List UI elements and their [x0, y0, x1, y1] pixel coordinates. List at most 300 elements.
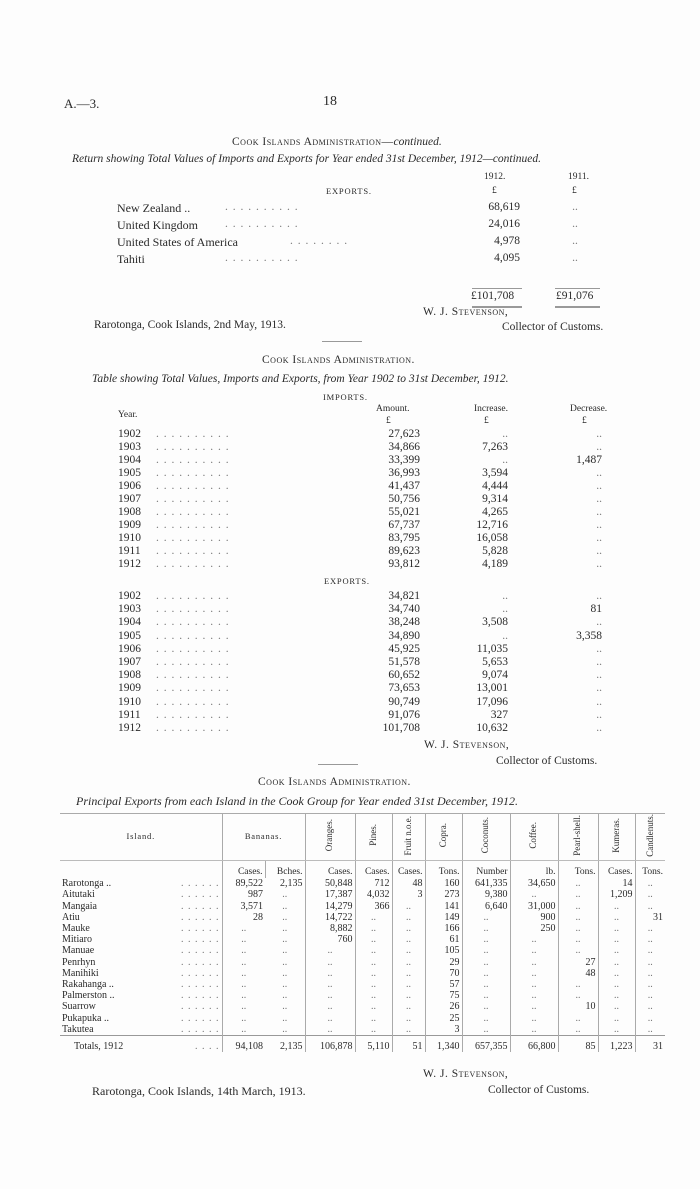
year-cell: 1905	[118, 467, 141, 479]
island-cell	[60, 889, 222, 900]
island-cell	[60, 1024, 222, 1036]
value-cell: ..	[355, 923, 392, 934]
total-1912: £101,708	[471, 290, 515, 302]
decrease-cell: 1,487	[576, 454, 602, 466]
totals-row	[60, 1036, 665, 1053]
value-cell: ..	[635, 889, 665, 900]
header-island-text: Island.	[126, 831, 155, 842]
year-cell: 1909	[118, 519, 141, 531]
value-cell: ..	[510, 1001, 558, 1012]
value-cell: ..	[462, 923, 510, 934]
value-cell: 105	[425, 945, 462, 956]
decrease-cell: ..	[596, 682, 602, 695]
leader-dots: . . . . . . . . . .	[156, 642, 230, 655]
value-cell: ..	[222, 923, 265, 934]
value-cell: ..	[282, 967, 288, 979]
col-increase: Increase.	[474, 404, 509, 414]
table-row	[60, 945, 665, 956]
value-cell: 4,032	[355, 889, 392, 900]
value-cell: 3,571	[222, 901, 265, 912]
value-cell: ..	[282, 978, 288, 990]
year-cell: 1910	[118, 695, 141, 708]
vertical-header-text: Fruit n.o.e.	[402, 815, 413, 856]
value-cell: ..	[558, 878, 598, 889]
value-cell: ..	[598, 990, 635, 1001]
table-row	[60, 1013, 665, 1024]
value-cell: ..	[355, 979, 392, 990]
value-cell: 31,000	[510, 901, 558, 912]
value-cell: 712	[355, 878, 392, 889]
units-row	[60, 860, 665, 878]
table-row	[60, 957, 665, 968]
leader-dots: . . . . . .	[181, 934, 220, 946]
value-cell: ..	[222, 968, 265, 979]
amount-cell: 27,623	[388, 428, 420, 440]
increase-cell: 4,444	[482, 480, 508, 492]
currency-1912: £	[492, 186, 497, 196]
value-cell: ..	[392, 1001, 425, 1012]
unit-cell: Cases.	[222, 860, 265, 878]
value-cell: ..	[392, 979, 425, 990]
value-cell: ..	[392, 1013, 425, 1024]
value-cell: ..	[282, 945, 288, 957]
value-cell: ..	[282, 1012, 288, 1024]
header-copra	[425, 814, 462, 861]
value-cell: ..	[392, 934, 425, 945]
unit-cell: Cases.	[355, 860, 392, 878]
totals-label: Totals, 1912	[74, 1041, 124, 1052]
value-cell: ..	[305, 1013, 355, 1024]
amount-cell: 55,021	[388, 506, 420, 518]
col-year: Year.	[118, 410, 138, 420]
value-1911: ..	[572, 235, 578, 247]
increase-cell: 9,074	[482, 669, 508, 682]
value-cell: ..	[635, 945, 665, 956]
decrease-cell: ..	[596, 708, 602, 721]
value-cell: ..	[392, 901, 425, 912]
value-cell: ..	[598, 979, 635, 990]
header-fruit-n-o-e	[392, 814, 425, 861]
value-cell: 75	[425, 990, 462, 1001]
leader-dots: . . . . . . . . . .	[156, 506, 230, 518]
country-name: Tahiti	[117, 252, 145, 266]
amount-cell: 34,890	[388, 629, 420, 642]
value-cell: 61	[425, 934, 462, 945]
amount-cell: 67,737	[388, 519, 420, 531]
decrease-cell: ..	[596, 642, 602, 655]
leader-dots: . . . . . . . . . .	[156, 722, 230, 734]
value-cell: ..	[558, 912, 598, 923]
value-cell: ..	[282, 900, 288, 912]
value-cell: ..	[305, 945, 355, 956]
value-cell: ..	[222, 1013, 265, 1024]
table-row	[60, 1001, 665, 1012]
increase-cell: 4,265	[482, 506, 508, 518]
amount-cell: 90,749	[388, 695, 420, 708]
value-cell: ..	[558, 901, 598, 912]
year-cell: 1902	[118, 428, 141, 440]
exports-label: EXPORTS.	[326, 186, 372, 196]
island-name: Mauke	[62, 922, 90, 934]
leader-dots: . . . . . . . . . .	[156, 558, 230, 570]
value-cell: 29	[425, 957, 462, 968]
value-cell: ..	[392, 1024, 425, 1036]
value-cell: ..	[635, 878, 665, 889]
amount-cell: 93,812	[388, 558, 420, 570]
leader-dots: . . . . . . . . . .	[156, 480, 230, 492]
value-cell: 273	[425, 889, 462, 900]
increase-cell: 9,314	[482, 493, 508, 505]
decrease-cell: ..	[596, 480, 602, 492]
vertical-header-text: Copra.	[437, 823, 448, 848]
value-cell: 14,279	[305, 901, 355, 912]
section3-subtitle: Principal Exports from each Island in the Cook Group for Year ended 31st December, 1912.	[76, 794, 518, 808]
document-reference: A.—3.	[64, 96, 100, 111]
value-cell: ..	[355, 934, 392, 945]
value-cell: ..	[305, 968, 355, 979]
value-cell: ..	[305, 979, 355, 990]
island-name: Mangaia	[62, 900, 97, 912]
value-cell: ..	[510, 1013, 558, 1024]
leader-dots: . . . . . . . . . .	[156, 441, 230, 453]
value-cell: ..	[462, 957, 510, 968]
year-cell: 1904	[118, 454, 141, 466]
value-cell: ..	[392, 912, 425, 923]
leader-dots: . . . . . . . . . .	[156, 629, 230, 642]
value-cell: ..	[392, 923, 425, 934]
place-date-3: Rarotonga, Cook Islands, 14th March, 1913.	[92, 1084, 306, 1098]
value-cell: 2,135	[280, 878, 303, 890]
value-cell: ..	[598, 912, 635, 923]
leader-dots: . . . . . .	[181, 967, 220, 979]
header-kumeras	[598, 814, 635, 861]
decrease-cell: ..	[596, 656, 602, 668]
value-cell: ..	[510, 945, 558, 956]
leader-dots: . . . . . . . . . .	[225, 218, 299, 230]
value-cell: ..	[355, 957, 392, 968]
island-cell	[60, 923, 222, 934]
place-date: Rarotonga, Cook Islands, 2nd May, 1913.	[94, 319, 286, 331]
value-cell: 34,650	[510, 878, 558, 889]
value-cell: ..	[510, 968, 558, 979]
unit-cell: Bches.	[265, 860, 305, 878]
value-cell: ..	[510, 979, 558, 990]
amount-cell: 36,993	[388, 467, 420, 479]
unit-cell: Number	[462, 860, 510, 878]
year-cell: 1905	[118, 629, 141, 642]
value-1911: ..	[572, 201, 578, 213]
amount-cell: 50,756	[388, 493, 420, 505]
value-cell: 25	[425, 1013, 462, 1024]
increase-cell: 12,716	[476, 519, 508, 531]
value-cell: ..	[558, 934, 598, 945]
decrease-cell: ..	[596, 428, 602, 440]
value-cell: ..	[282, 889, 288, 901]
decrease-cell: ..	[596, 506, 602, 518]
island-cell	[60, 934, 222, 945]
amount-cell: 41,437	[388, 480, 420, 492]
value-cell: ..	[222, 934, 265, 945]
island-name: Aitutaki	[62, 889, 95, 901]
unit-cell: lb.	[510, 860, 558, 878]
value-cell: ..	[355, 990, 392, 1001]
leader-dots: . . . . . . . . . .	[156, 656, 230, 668]
leader-dots: . . . . . . . .	[290, 235, 349, 247]
amount-cell: 34,821	[388, 590, 420, 602]
value-1911: ..	[572, 218, 578, 230]
amount-cell: 33,399	[388, 454, 420, 466]
island-cell	[60, 968, 222, 979]
page-number: 18	[323, 94, 337, 109]
leader-dots: . . . . . . . . . .	[156, 467, 230, 479]
increase-cell: ..	[502, 629, 508, 642]
island-name: Rarotonga ..	[62, 878, 112, 890]
header-bananas	[222, 814, 305, 861]
island-cell	[60, 979, 222, 990]
value-cell: 1,209	[598, 889, 635, 900]
leader-dots: . . . . . .	[181, 1012, 220, 1024]
island-cell	[60, 1001, 222, 1012]
value-cell: ..	[635, 1013, 665, 1024]
value-cell: ..	[305, 1001, 355, 1012]
leader-dots: . . . . . . . . . .	[225, 201, 299, 213]
vertical-header-text: Coffee.	[528, 822, 539, 849]
leader-dots: . . . . . . . . . .	[156, 708, 230, 721]
value-cell: ..	[222, 945, 265, 956]
value-cell: ..	[222, 1024, 265, 1036]
year-cell: 1906	[118, 480, 141, 492]
leader-dots: . . . . . .	[181, 900, 220, 912]
total-1911: £91,076	[556, 290, 594, 302]
value-cell: ..	[635, 923, 665, 934]
value-cell: 14,722	[305, 912, 355, 923]
value-cell: ..	[598, 1024, 635, 1036]
leader-dots: . . . . . .	[181, 889, 220, 901]
increase-cell: 5,828	[482, 545, 508, 557]
amount-cell: 51,578	[388, 656, 420, 668]
value-cell: ..	[510, 990, 558, 1001]
year-cell: 1909	[118, 682, 141, 695]
col-1911: 1911.	[568, 172, 590, 182]
value-cell: ..	[282, 1023, 288, 1035]
section2-subtitle: Table showing Total Values, Imports and Exports, from Year 1902 to 31st December, 1912.	[92, 373, 509, 385]
decrease-cell: ..	[596, 441, 602, 453]
island-cell	[60, 945, 222, 956]
decrease-cell: ..	[596, 558, 602, 570]
decrease-cell: ..	[596, 493, 602, 505]
value-cell: ..	[635, 1001, 665, 1012]
value-cell: ..	[462, 990, 510, 1001]
increase-cell: ..	[502, 603, 508, 616]
value-cell: ..	[598, 968, 635, 979]
value-cell: 89,522	[222, 878, 265, 889]
leader-dots: . . . . . .	[181, 956, 220, 968]
country-name: United States of America	[117, 235, 238, 249]
signature-title-3: Collector of Customs.	[488, 1084, 590, 1096]
unit-cell: Cases.	[598, 860, 635, 878]
island-cell	[60, 990, 222, 1001]
value-cell: ..	[462, 1013, 510, 1024]
amount-cell: 91,076	[388, 708, 420, 721]
value-cell: ..	[222, 1001, 265, 1012]
value-cell: 3	[425, 1024, 462, 1036]
signature-title: Collector of Customs.	[502, 321, 604, 333]
country-name: New Zealand ..	[117, 201, 191, 215]
value-cell: 900	[510, 912, 558, 923]
value-cell: ..	[558, 889, 598, 900]
decrease-cell: ..	[596, 590, 602, 602]
value-cell: 9,380	[462, 889, 510, 900]
value-cell: ..	[282, 990, 288, 1002]
island-cell	[60, 878, 222, 889]
value-cell: ..	[510, 889, 558, 900]
value-cell: ..	[598, 901, 635, 912]
value-cell: ..	[355, 1024, 392, 1036]
amount-cell: 89,623	[388, 545, 420, 557]
island-name: Palmerston ..	[62, 990, 115, 1002]
island-cell	[60, 901, 222, 912]
leader-dots: . . . . . .	[181, 911, 220, 923]
total-cell: 51	[392, 1036, 425, 1053]
heading-continued: continued.	[393, 136, 442, 148]
amount-cell: 34,866	[388, 441, 420, 453]
increase-cell: 10,632	[476, 722, 508, 734]
value-cell: ..	[635, 934, 665, 945]
value-cell: ..	[635, 901, 665, 912]
value-cell: ..	[510, 934, 558, 945]
value-1912: 24,016	[488, 218, 520, 230]
year-cell: 1902	[118, 590, 141, 602]
leader-dots: . . . . . . . . . .	[156, 682, 230, 695]
value-cell: 57	[425, 979, 462, 990]
value-cell: 166	[425, 923, 462, 934]
value-cell: 366	[355, 901, 392, 912]
island-name: Takutea	[62, 1023, 94, 1035]
value-cell: 48	[392, 878, 425, 889]
imports-label: IMPORTS.	[323, 392, 368, 402]
decrease-cell: ..	[596, 532, 602, 544]
value-cell: ..	[558, 979, 598, 990]
value-cell: ..	[462, 968, 510, 979]
amount-cell: 73,653	[388, 682, 420, 695]
increase-cell: ..	[502, 428, 508, 440]
vertical-header-text: Pearl-shell.	[572, 815, 583, 856]
value-cell: ..	[510, 957, 558, 968]
leader-dots: . . . . . . . . . .	[156, 519, 230, 531]
leader-dots: . . . . . . . . . .	[156, 428, 230, 440]
value-cell: ..	[635, 990, 665, 1001]
leader-dots: . . . . . . . . . .	[156, 590, 230, 602]
vertical-header-text: Coconuts.	[480, 817, 491, 854]
value-cell: ..	[635, 957, 665, 968]
vertical-header-text: Candlenuts.	[644, 814, 655, 857]
island-name: Atiu	[62, 911, 80, 923]
header-coffee	[510, 814, 558, 861]
value-cell: 26	[425, 1001, 462, 1012]
total-cell: 106,878	[305, 1036, 355, 1053]
year-cell: 1906	[118, 642, 141, 655]
decrease-cell: ..	[596, 616, 602, 629]
island-name: Mitiaro	[62, 934, 92, 946]
table-row	[60, 923, 665, 934]
vertical-header-text: Kumeras.	[610, 818, 621, 853]
vertical-header-text: Pines.	[367, 824, 378, 847]
value-cell: ..	[355, 968, 392, 979]
value-cell: ..	[462, 934, 510, 945]
leader-dots: . . . . . . . . . .	[156, 669, 230, 682]
year-cell: 1908	[118, 669, 141, 682]
table-row	[60, 934, 665, 945]
year-cell: 1903	[118, 603, 141, 616]
value-cell: ..	[222, 990, 265, 1001]
island-name: Penrhyn	[62, 956, 96, 968]
value-cell: 3	[392, 889, 425, 900]
increase-cell: ..	[502, 590, 508, 602]
totals-label-cell	[60, 1036, 222, 1053]
section3-heading: Cook Islands Administration.	[258, 776, 411, 788]
heading-text: Cook Islands Administration—	[232, 136, 394, 148]
increase-cell: 3,508	[482, 616, 508, 629]
signature-name-3: W. J. Stevenson,	[423, 1068, 509, 1080]
value-cell: 27	[558, 957, 598, 968]
island-cell	[60, 912, 222, 923]
value-cell: 141	[425, 901, 462, 912]
units-spacer	[60, 860, 222, 878]
value-cell: ..	[305, 990, 355, 1001]
leader-dots: . . . . . . . . . .	[156, 493, 230, 505]
decrease-cell: ..	[596, 722, 602, 734]
unit-cell: Tons.	[425, 860, 462, 878]
col-1912: 1912.	[484, 172, 506, 182]
value-cell: ..	[598, 1001, 635, 1012]
value-cell: ..	[282, 956, 288, 968]
value-cell: ..	[558, 990, 598, 1001]
amount-cell: 45,925	[388, 642, 420, 655]
value-cell: ..	[282, 934, 288, 946]
value-cell: ..	[462, 979, 510, 990]
increase-cell: 4,189	[482, 558, 508, 570]
value-cell: ..	[355, 1013, 392, 1024]
decrease-cell: ..	[596, 545, 602, 557]
signature-title-2: Collector of Customs.	[496, 755, 598, 767]
total-cell: 66,800	[510, 1036, 558, 1053]
leader-dots: . . . .	[195, 1041, 220, 1052]
year-cell: 1910	[118, 532, 141, 544]
amount-cell: 34,740	[388, 603, 420, 616]
value-cell: ..	[222, 979, 265, 990]
decrease-cell: 3,358	[576, 629, 602, 642]
table-row	[60, 912, 665, 923]
island-cell	[60, 1013, 222, 1024]
total-cell: 657,355	[462, 1036, 510, 1053]
total-cell: 94,108	[222, 1036, 265, 1053]
leader-dots: . . . . . .	[181, 922, 220, 934]
increase-cell: 5,653	[482, 656, 508, 668]
decrease-cell: ..	[596, 467, 602, 479]
value-cell: ..	[355, 1001, 392, 1012]
increase-cell: ..	[502, 454, 508, 466]
amount-cell: 101,708	[382, 722, 420, 734]
value-cell: 50,848	[305, 878, 355, 889]
value-cell: ..	[282, 911, 288, 923]
decrease-cell: ..	[596, 695, 602, 708]
total-cell: 85	[558, 1036, 598, 1053]
increase-cell: 13,001	[476, 682, 508, 695]
value-cell: ..	[305, 1024, 355, 1036]
principal-exports-table	[60, 813, 665, 1052]
increase-cell: 17,096	[476, 695, 508, 708]
leader-dots: . . . . . .	[181, 1001, 220, 1013]
